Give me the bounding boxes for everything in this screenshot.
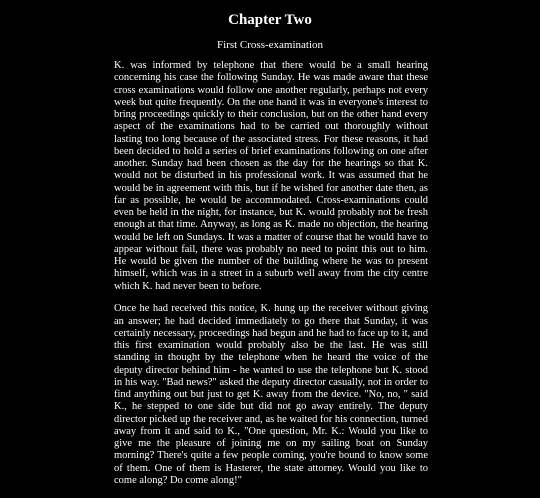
- paragraph-1: K. was informed by telephone that there would be a small hearing concerning his case the following Sunday. He was made aware that these cross examinations would follow one another regularly, perhaps not every week but quite frequently. On the one hand it was in everyone's interest to bring proceedings quickly to their conclusion, but on the other hand every aspect of the examinations had to be carried out thoroughly without lasting too long because of the associated stress. For these reasons, it had been decided to hold a series of brief examinations following on one after another. Sunday had been chosen as the day for the hearings so that K. would not be disturbed in his professional work. It was assumed that he would be in agreement with this, but if he wished for another date then, as far as possible, he would be accommodated. Cross-examinations could even be held in the night, for instance, but K. would probably not be fresh enough at that time. Anyway, as long as K. made no objection, the hearing would be left on Sundays. It was a matter of course that he would have to appear without fail, there was probably no need to point this out to him. He would be given the number of the building where he was to present himself, which was in a street in a suburb well away from the city centre which K. had never been to before.: [114, 60, 428, 292]
- paragraph-2: Once he had received this notice, K. hung up the receiver without giving an answer; he had decided immediately to go there that Sunday, it was certainly necessary, proceedings had begun and he had to face up to it, and this first examination would probably also be the last. He was still standing in thought by the telephone when he heard the voice of the deputy director behind him - he wanted to use the telephone but K. stood in his way. "Bad news?" asked the deputy director casually, not in order to find anything out but just to get K. away from the device. "No, no, " said K., he stepped to one side but did not go away entirely. The deputy director picked up the receiver and, as he waited for his connection, turned away from it and said to K., "One question, Mr. K.: Would you like to give me the pleasure of joining me on my sailing boat on Sunday morning? There's quite a few people coming, you're bound to know some of them. One of them is Hasterer, the state attorney. Would you like to come along? Do come along!": [114, 303, 428, 486]
- body-text: [114, 60, 428, 498]
- chapter-title: Chapter Two: [228, 12, 312, 28]
- section-title: First Cross-examination: [216, 39, 324, 51]
